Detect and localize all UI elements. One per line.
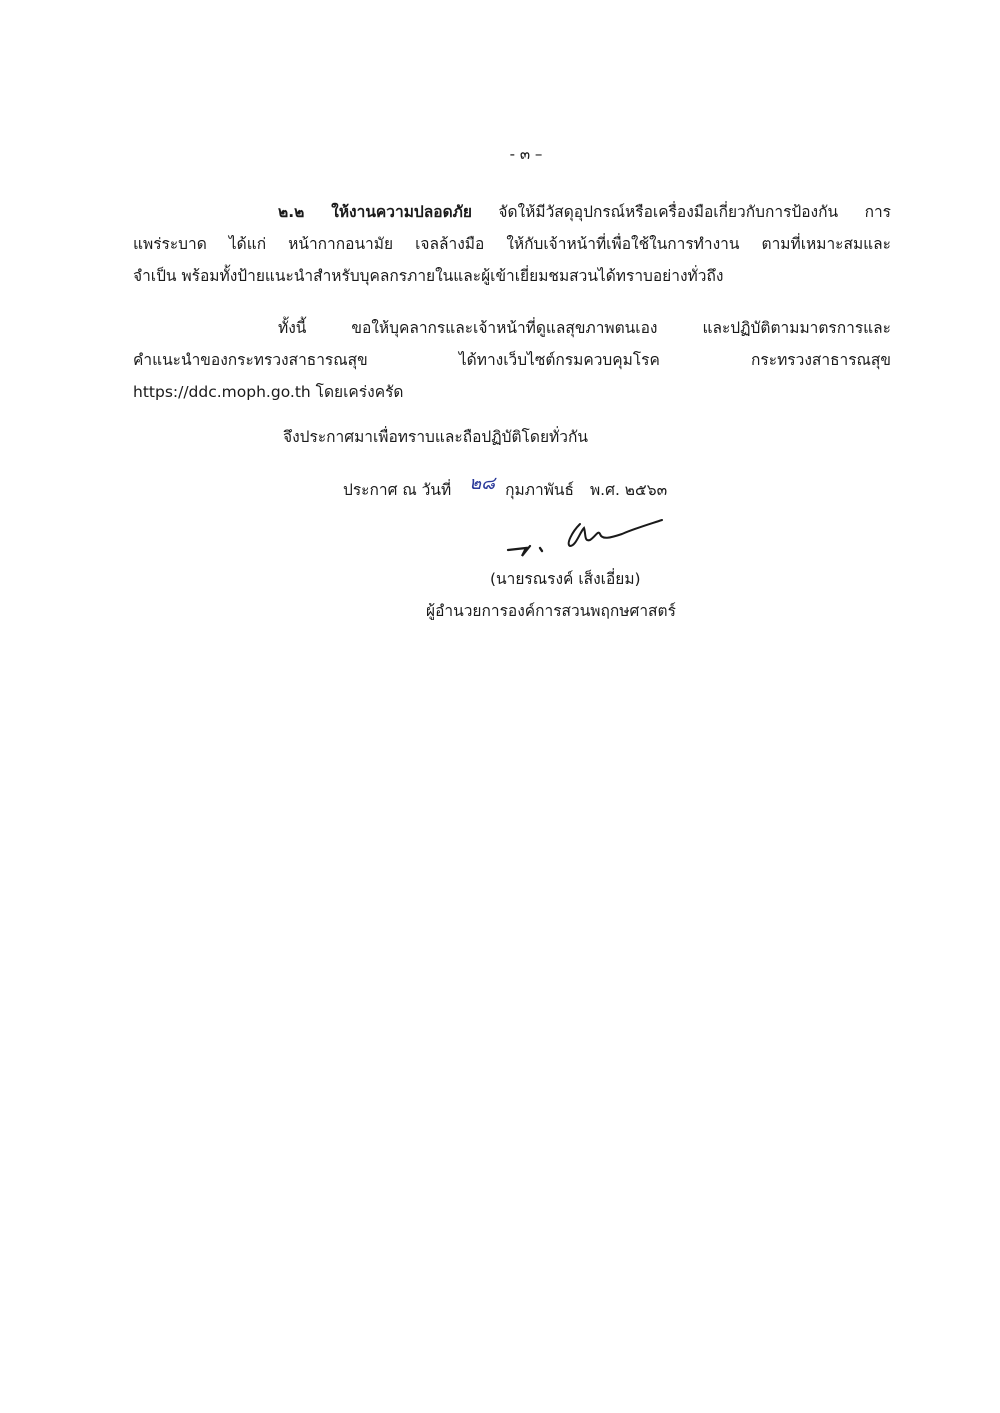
- closing-statement: จึงประกาศมาเพื่อทราบและถือปฏิบัติโดยทั่วกัน: [283, 428, 588, 446]
- health-advice-line-3: https://ddc.moph.go.th โดยเคร่งครัด: [133, 383, 404, 401]
- date-prefix: ประกาศ ณ วันที่: [343, 481, 452, 499]
- health-advice-line-2: คำแนะนำของกระทรวงสาธารณสุข ได้ทางเว็บไซต์กรมควบคุมโรค กระทรวงสาธารณสุข: [133, 351, 891, 369]
- health-advice-paragraph: [133, 312, 891, 408]
- health-advice-line-1-text: ทั้งนี้ ขอให้บุคลากรและเจ้าหน้าที่ดูแลสุขภาพตนเอง และปฏิบัติตามมาตรการและ: [278, 319, 891, 337]
- health-advice-line-1: [133, 312, 891, 344]
- date-year: พ.ศ. ๒๕๖๓: [589, 481, 668, 499]
- section-2-2-heading: ๒.๒ ให้งานความปลอดภัย: [278, 203, 472, 221]
- section-2-2-line-3: จำเป็น พร้อมทั้งป้ายแนะนำสำหรับบุคลกรภายในและผู้เข้าเยี่ยมชมสวนได้ทราบอย่างทั่วถึง: [133, 267, 724, 285]
- section-2-2-line-1: [133, 196, 891, 228]
- announcement-date: [343, 474, 667, 503]
- handwritten-signature: [500, 510, 670, 570]
- page-number: - ๓ –: [509, 145, 543, 163]
- section-2-2-line-2: แพร่ระบาด ได้แก่ หน้ากากอนามัย เจลล้างมือ ให้กับเจ้าหน้าที่เพื่อใช้ในการทำงาน ตามที่เหมาะสมและ: [133, 235, 891, 253]
- date-month: กุมภาพันธ์: [505, 481, 574, 499]
- handwritten-day: ๒๘: [469, 473, 496, 494]
- section-2-2-paragraph: [133, 196, 891, 292]
- signatory-name: (นายรณรงค์ เส็งเอี่ยม): [490, 570, 641, 588]
- section-2-2-line-1-text: จัดให้มีวัสดุอุปกรณ์หรือเครื่องมือเกี่ยวกับการป้องกัน การ: [471, 203, 891, 221]
- signatory-title: ผู้อำนวยการองค์การสวนพฤกษศาสตร์: [426, 602, 676, 620]
